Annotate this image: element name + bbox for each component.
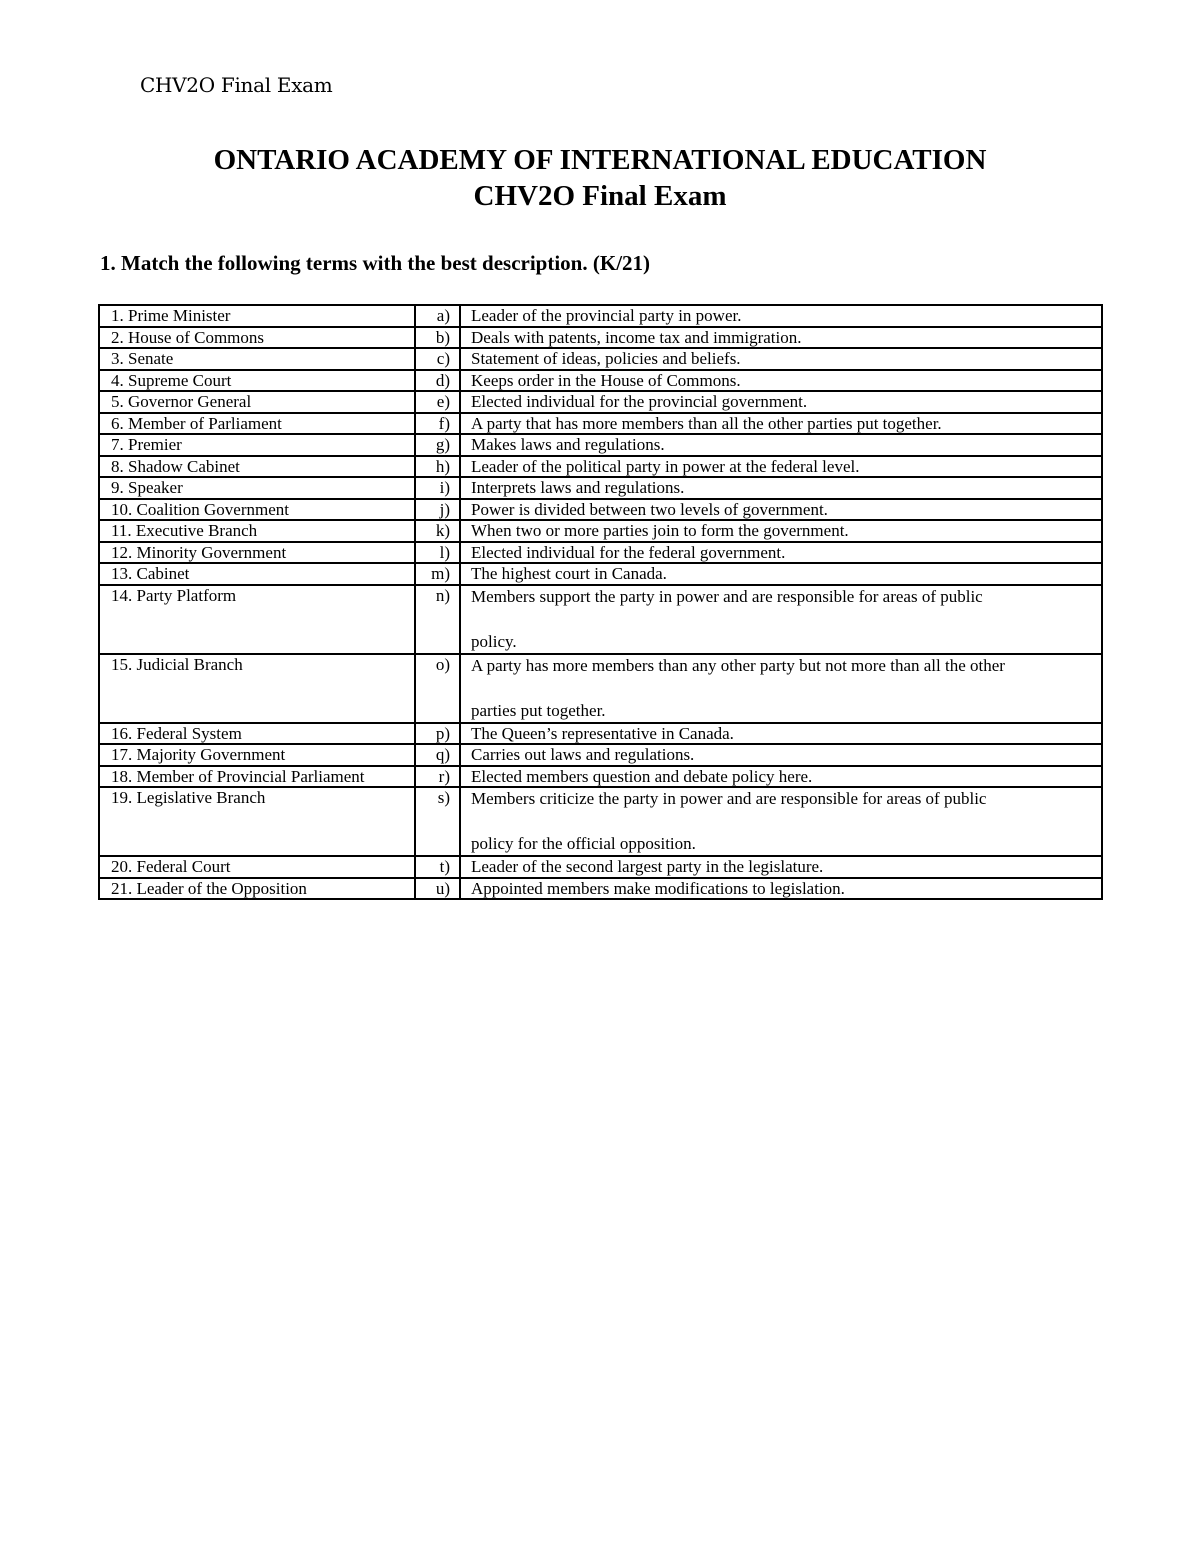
description-cell — [460, 787, 1102, 856]
letter-cell: f) — [415, 413, 460, 435]
description-line: A party has more members than any other party but not more than all the other — [471, 655, 1005, 675]
school-name: ONTARIO ACADEMY OF INTERNATIONAL EDUCATION — [213, 144, 987, 176]
table-row — [99, 499, 1102, 521]
description-cell: Elected individual for the federal government. — [460, 542, 1102, 564]
description-cell: Elected members question and debate policy here. — [460, 766, 1102, 788]
term-cell: 13. Cabinet — [99, 563, 415, 585]
letter-cell: j) — [415, 499, 460, 521]
description-cell — [460, 585, 1102, 654]
table-row — [99, 327, 1102, 349]
table-row — [99, 520, 1102, 542]
term-cell: 12. Minority Government — [99, 542, 415, 564]
description-cell: Appointed members make modifications to legislation. — [460, 878, 1102, 900]
description-cell: Deals with patents, income tax and immigration. — [460, 327, 1102, 349]
description-cell: Leader of the second largest party in the legislature. — [460, 856, 1102, 878]
term-cell: 14. Party Platform — [99, 585, 415, 654]
description-cell: The highest court in Canada. — [460, 563, 1102, 585]
term-cell: 5. Governor General — [99, 391, 415, 413]
term-cell: 1. Prime Minister — [99, 305, 415, 327]
description-cell — [460, 654, 1102, 723]
table-row — [99, 787, 1102, 856]
term-cell: 2. House of Commons — [99, 327, 415, 349]
table-row — [99, 878, 1102, 900]
description-cell: Elected individual for the provincial government. — [460, 391, 1102, 413]
letter-cell: t) — [415, 856, 460, 878]
table-row — [99, 477, 1102, 499]
letter-cell: h) — [415, 456, 460, 478]
table-row — [99, 348, 1102, 370]
table-row — [99, 370, 1102, 392]
term-cell: 18. Member of Provincial Parliament — [99, 766, 415, 788]
exam-title: CHV2O Final Exam — [473, 180, 727, 212]
letter-cell: c) — [415, 348, 460, 370]
term-cell: 9. Speaker — [99, 477, 415, 499]
letter-cell: u) — [415, 878, 460, 900]
term-cell: 6. Member of Parliament — [99, 413, 415, 435]
table-row — [99, 542, 1102, 564]
table-row — [99, 654, 1102, 723]
table-row — [99, 391, 1102, 413]
term-cell: 17. Majority Government — [99, 744, 415, 766]
table-row — [99, 305, 1102, 327]
description-line: Members support the party in power and are responsible for areas of public — [471, 586, 983, 606]
letter-cell: i) — [415, 477, 460, 499]
matching-table — [98, 304, 1103, 900]
letter-cell: n) — [415, 585, 460, 654]
term-cell: 7. Premier — [99, 434, 415, 456]
letter-cell: b) — [415, 327, 460, 349]
term-cell: 16. Federal System — [99, 723, 415, 745]
description-cell: Power is divided between two levels of government. — [460, 499, 1102, 521]
running-header: CHV2O Final Exam — [140, 73, 333, 97]
table-row — [99, 585, 1102, 654]
letter-cell: d) — [415, 370, 460, 392]
description-cell: A party that has more members than all the other parties put together. — [460, 413, 1102, 435]
term-cell: 15. Judicial Branch — [99, 654, 415, 723]
letter-cell: m) — [415, 563, 460, 585]
description-line: Members criticize the party in power and are responsible for areas of public — [471, 789, 987, 808]
description-cell: Keeps order in the House of Commons. — [460, 370, 1102, 392]
description-cell: Leader of the political party in power at the federal level. — [460, 456, 1102, 478]
term-cell: 20. Federal Court — [99, 856, 415, 878]
description-line: parties put together. — [471, 700, 606, 720]
description-line: policy. — [471, 631, 517, 651]
term-cell: 10. Coalition Government — [99, 499, 415, 521]
table-row — [99, 744, 1102, 766]
term-cell: 8. Shadow Cabinet — [99, 456, 415, 478]
question-instruction: 1. Match the following terms with the best description. (K/21) — [100, 251, 651, 275]
table-row — [99, 456, 1102, 478]
letter-cell: p) — [415, 723, 460, 745]
description-cell: Interprets laws and regulations. — [460, 477, 1102, 499]
term-cell: 19. Legislative Branch — [99, 787, 415, 856]
letter-cell: e) — [415, 391, 460, 413]
table-row — [99, 434, 1102, 456]
letter-cell: a) — [415, 305, 460, 327]
description-cell: Statement of ideas, policies and beliefs. — [460, 348, 1102, 370]
description-line: policy for the official opposition. — [471, 834, 696, 853]
letter-cell: r) — [415, 766, 460, 788]
table-row — [99, 856, 1102, 878]
letter-cell: o) — [415, 654, 460, 723]
letter-cell: k) — [415, 520, 460, 542]
description-cell: The Queen’s representative in Canada. — [460, 723, 1102, 745]
letter-cell: l) — [415, 542, 460, 564]
document-title — [0, 142, 1200, 214]
term-cell: 4. Supreme Court — [99, 370, 415, 392]
table-row — [99, 563, 1102, 585]
description-cell: Leader of the provincial party in power. — [460, 305, 1102, 327]
description-cell: Carries out laws and regulations. — [460, 744, 1102, 766]
term-cell: 11. Executive Branch — [99, 520, 415, 542]
letter-cell: s) — [415, 787, 460, 856]
table-row — [99, 413, 1102, 435]
letter-cell: g) — [415, 434, 460, 456]
term-cell: 21. Leader of the Opposition — [99, 878, 415, 900]
letter-cell: q) — [415, 744, 460, 766]
description-cell: Makes laws and regulations. — [460, 434, 1102, 456]
description-cell: When two or more parties join to form the government. — [460, 520, 1102, 542]
term-cell: 3. Senate — [99, 348, 415, 370]
table-row — [99, 766, 1102, 788]
table-row — [99, 723, 1102, 745]
